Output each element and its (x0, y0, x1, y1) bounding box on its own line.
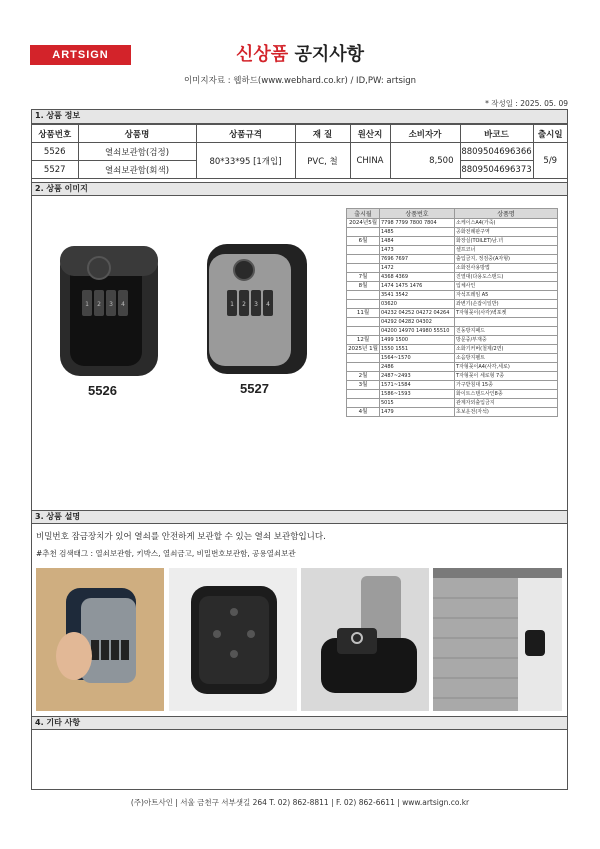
col-header: 원산지 (350, 125, 390, 143)
schedule-product: 진열대(다용도스탠드) (455, 273, 558, 282)
back-view-photo (169, 568, 297, 711)
key-box-images (32, 198, 342, 438)
schedule-month (347, 300, 380, 309)
product-description: 비밀번호 잠금장치가 있어 열쇠를 안전하게 보관할 수 있는 열쇠 보관함입니다. (36, 532, 326, 542)
schedule-product: 소화전사용방법 (455, 264, 558, 273)
schedule-month (347, 318, 380, 327)
usage-photo-wall (36, 568, 164, 711)
schedule-body (347, 219, 558, 417)
product-barcode: 8809504696366 (460, 143, 533, 161)
schedule-month: 8월 (347, 282, 380, 291)
svg-text:1: 1 (85, 301, 89, 308)
schedule-month: 11월 (347, 309, 380, 318)
schedule-row (347, 336, 558, 345)
schedule-month (347, 246, 380, 255)
garage-door-image (433, 568, 562, 711)
svg-text:3: 3 (254, 301, 258, 308)
schedule-codes: 3541 3542 (380, 291, 455, 300)
svg-text:1: 1 (230, 301, 234, 308)
product-table-header (32, 125, 567, 143)
schedule-month (347, 354, 380, 363)
schedule-row (347, 273, 558, 282)
schedule-row (347, 219, 558, 228)
col-header: 상품명 (455, 209, 558, 219)
schedule-row (347, 354, 558, 363)
svg-text:2: 2 (242, 301, 246, 308)
schedule-product: 초보운전(자석) (455, 408, 558, 417)
schedule-product: 진동방지패드 (455, 327, 558, 336)
box-back-image (169, 568, 297, 711)
title-highlight: 신상품 (236, 44, 289, 65)
schedule-month: 2024년5월 (347, 219, 380, 228)
product-info-table (32, 124, 567, 179)
schedule-product: 가구받침대 15종 (455, 381, 558, 390)
schedule-product: 화이트스탠드사인8종 (455, 390, 558, 399)
schedule-row (347, 372, 558, 381)
col-header: 재 질 (295, 125, 350, 143)
product-images (32, 198, 342, 528)
product-price: 8,500 (390, 143, 460, 179)
schedule-product: 방문중/부재중 (455, 336, 558, 345)
schedule-row (347, 345, 558, 354)
black-key-box-image (60, 246, 158, 376)
footer-contact: (주)아트사인 | 서울 금천구 서부샛길 264 T. 02) 862-8811 | F. 02) 862-6611 | www.artsign.co.kr (130, 798, 470, 807)
schedule-product (455, 318, 558, 327)
col-header: 상품규격 (196, 125, 295, 143)
product-label-5527: 5527 (240, 381, 269, 396)
schedule-row (347, 282, 558, 291)
schedule-codes: 1472 (380, 264, 455, 273)
schedule-product: 공화전례판구역 (455, 228, 558, 237)
notice-frame (31, 109, 568, 790)
svg-text:4: 4 (121, 301, 125, 308)
schedule-row (347, 228, 558, 237)
search-tags: #추천 검색태그 : 열쇠보관함, 키박스, 열쇠금고, 비밀번호보관함, 공용열쇠보관 (36, 549, 296, 558)
schedule-product: 소음방지펠트 (455, 354, 558, 363)
schedule-row (347, 408, 558, 417)
schedule-row (347, 399, 558, 408)
schedule-header (347, 209, 558, 219)
schedule-month: 7월 (347, 273, 380, 282)
col-header: 상품명 (78, 125, 196, 143)
schedule-codes: 1499 1500 (380, 336, 455, 345)
brand-logo: ARTSIGN (30, 45, 131, 65)
schedule-codes: 1474 1475 1476 (380, 282, 455, 291)
schedule-row (347, 291, 558, 300)
svg-text:4: 4 (266, 301, 270, 308)
schedule-month (347, 255, 380, 264)
product-origin: CHINA (350, 143, 390, 179)
schedule-month (347, 228, 380, 237)
product-spec: 80*33*95 [1개입] (196, 143, 295, 179)
written-date: * 작성일 : 2025. 05. 09 (485, 99, 568, 108)
schedule-product: 소화기커버(철제/2면) (455, 345, 558, 354)
schedule-product: 자석프레임 A5 (455, 291, 558, 300)
schedule-row (347, 390, 558, 399)
schedule-product: 화장실(TOILET)남.녀 (455, 237, 558, 246)
section-header-other: 4. 기타 사항 (32, 716, 567, 730)
schedule-product: 출입금지, 정검중(A자형) (455, 255, 558, 264)
col-header: 상품번호 (32, 125, 78, 143)
schedule-month: 6월 (347, 237, 380, 246)
schedule-row (347, 264, 558, 273)
schedule-product: T자형꽂이(사각)벽포켓 (455, 309, 558, 318)
schedule-codes: 4368 4369 (380, 273, 455, 282)
schedule-row (347, 309, 558, 318)
schedule-month (347, 327, 380, 336)
image-source-note: 이미지자료 : 웹하드(www.webhard.co.kr) / ID,PW: artsign (183, 76, 417, 86)
schedule-codes: 5015 (380, 399, 455, 408)
schedule-codes: 1586~1593 (380, 390, 455, 399)
page-title (0, 40, 600, 66)
hand-unlocking-photo (36, 568, 164, 711)
open-box-photo (301, 568, 429, 711)
schedule-month: 12월 (347, 336, 380, 345)
schedule-codes: 1485 (380, 228, 455, 237)
schedule-row (347, 237, 558, 246)
schedule-row (347, 255, 558, 264)
schedule-month: 4월 (347, 408, 380, 417)
schedule-row (347, 381, 558, 390)
schedule-codes: 1564~1570 (380, 354, 455, 363)
schedule-product: 관계자외출입금지 (455, 399, 558, 408)
garage-photo (433, 568, 562, 711)
schedule-row (347, 327, 558, 336)
release-schedule-table (346, 208, 558, 417)
schedule-month (347, 291, 380, 300)
col-header: 소비자가 (390, 125, 460, 143)
section-header-info: 1. 상품 정보 (32, 110, 567, 124)
schedule-row (347, 300, 558, 309)
schedule-codes: 04292 04282 04302 (380, 318, 455, 327)
schedule-codes: 03620 (380, 300, 455, 309)
schedule-codes: 1550 1551 (380, 345, 455, 354)
product-name: 열쇠보관함(회색) (78, 161, 196, 179)
svg-text:2: 2 (97, 301, 101, 308)
product-release: 5/9 (533, 143, 567, 179)
schedule-codes: 1479 (380, 408, 455, 417)
open-box-image (301, 568, 429, 711)
schedule-month (347, 399, 380, 408)
col-header: 출시월 (347, 209, 380, 219)
schedule-month: 3월 (347, 381, 380, 390)
schedule-product: 입체사인 (455, 282, 558, 291)
schedule-row (347, 318, 558, 327)
product-label-5526: 5526 (88, 383, 117, 398)
product-material: PVC, 철 (295, 143, 350, 179)
product-code: 5527 (32, 161, 78, 179)
schedule-month (347, 390, 380, 399)
schedule-codes: 04232 04252 04272 04264 (380, 309, 455, 318)
title-text: 공지사항 (288, 44, 364, 65)
schedule-product: 소케이스A4(가죽) (455, 219, 558, 228)
product-code: 5526 (32, 143, 78, 161)
section-header-images: 2. 상품 이미지 (32, 182, 567, 196)
schedule-codes: 2486 (380, 363, 455, 372)
schedule-product: 셀프코너 (455, 246, 558, 255)
col-header: 출시일 (533, 125, 567, 143)
schedule-month (347, 363, 380, 372)
schedule-codes: 1484 (380, 237, 455, 246)
svg-text:3: 3 (109, 301, 113, 308)
schedule-product: 좌변기(손잡이일반) (455, 300, 558, 309)
schedule-product: T자형꽂이A4(사각,세로) (455, 363, 558, 372)
schedule-product: T자형꽂이 세로형 7종 (455, 372, 558, 381)
schedule-month (347, 264, 380, 273)
schedule-codes: 04200 14970 14980 55510 (380, 327, 455, 336)
product-name: 열쇠보관함(검정) (78, 143, 196, 161)
schedule-codes: 1571~1584 (380, 381, 455, 390)
schedule-codes: 7798 7799 7800 7804 (380, 219, 455, 228)
col-header: 바코드 (460, 125, 533, 143)
schedule-row (347, 363, 558, 372)
schedule-codes: 1473 (380, 246, 455, 255)
schedule-month: 2025년 1월 (348, 346, 378, 352)
section-header-description: 3. 상품 설명 (32, 510, 567, 524)
grey-key-box-image (207, 244, 307, 374)
schedule-month: 2월 (347, 372, 380, 381)
table-row (32, 143, 567, 161)
schedule-codes: 2487~2493 (380, 372, 455, 381)
schedule-codes: 7696 7697 (380, 255, 455, 264)
col-header: 상품번호 (380, 209, 455, 219)
schedule-row (347, 246, 558, 255)
product-barcode: 8809504696373 (460, 161, 533, 179)
